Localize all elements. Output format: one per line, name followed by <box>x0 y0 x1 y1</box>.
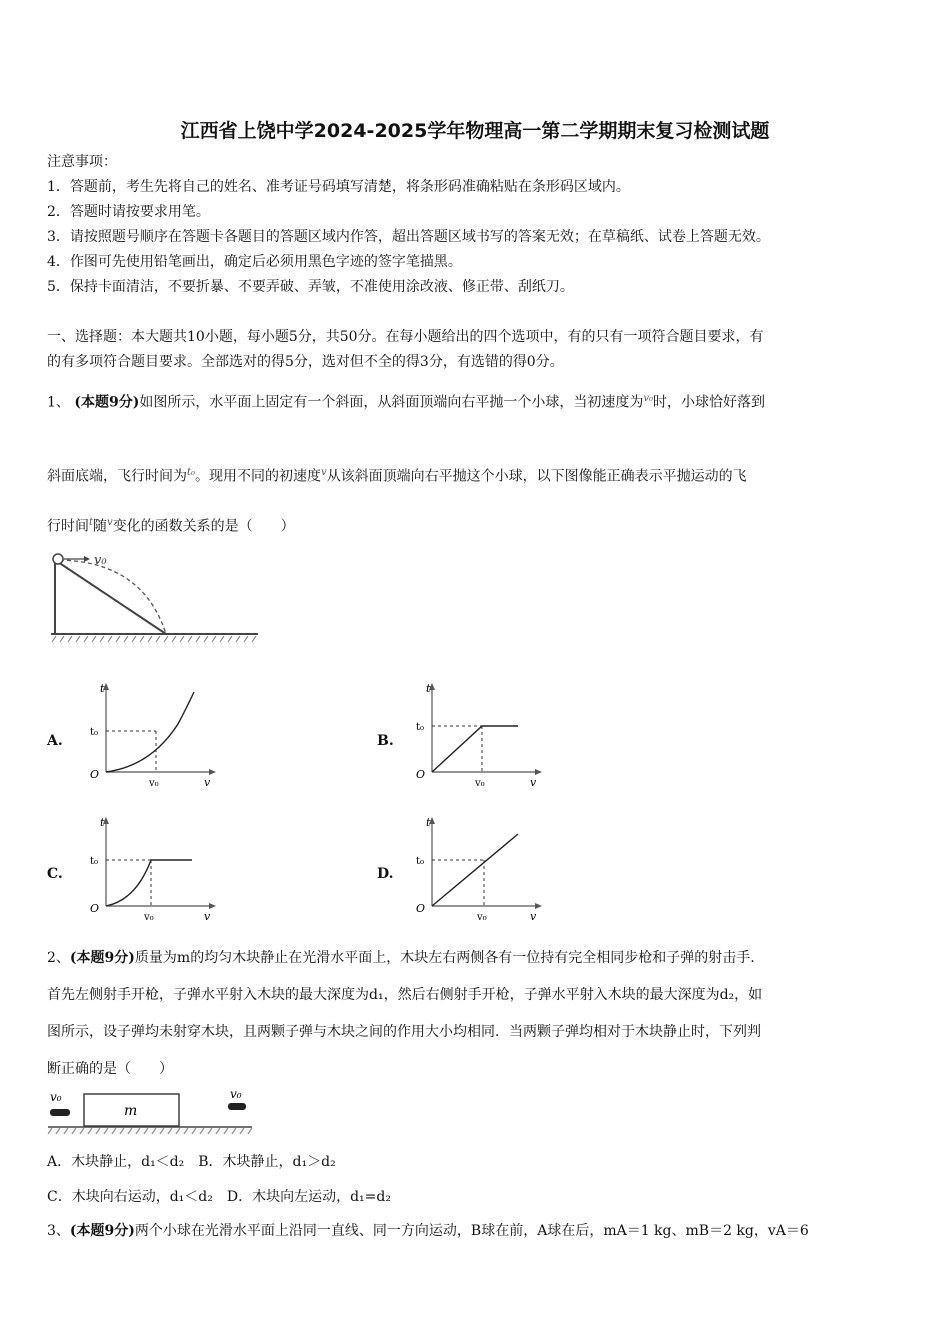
q1-text: 从该斜面顶端向右平抛这个小球，以下图像能正确表示平抛运动的飞 <box>326 468 747 485</box>
q3-line1 <box>47 1222 809 1240</box>
t0-label: t₀ <box>90 856 99 867</box>
option-d-graph <box>412 810 547 925</box>
t0-label: t₀ <box>416 722 425 733</box>
q1-line2 <box>47 464 747 486</box>
axis-v-label: v <box>204 910 211 923</box>
q2-line2: 首先左侧射手开枪，子弹水平射入木块的最大深度为d₁，然后右侧射手开枪，子弹水平射入木块的最大深度为d₂，如 <box>47 987 763 1003</box>
left-bullet-label: v₀ <box>50 1090 62 1104</box>
q1-text: 时，小球恰好落到 <box>653 394 766 411</box>
q2-score-tag: (本题9分) <box>69 950 135 966</box>
axis-t-label: t <box>100 682 105 695</box>
q1-line1 <box>47 390 765 412</box>
option-b-label: B. <box>377 733 394 749</box>
q1-text: 。现用不同的初速度 <box>195 468 322 485</box>
v0-label: v₀ <box>477 912 487 923</box>
origin-label: O <box>416 768 426 781</box>
q1-symbol-t0: t₀ <box>187 467 196 478</box>
q1-score-tag: (本题9分) <box>74 394 140 411</box>
option-c-label: C. <box>47 866 63 882</box>
axis-t-label: t <box>426 816 431 829</box>
q2-line1 <box>47 949 755 967</box>
section-heading-cont: 的有多项符合题目要求。全部选对的得5分，选对但不全的得3分，有选错的得0分。 <box>47 354 564 370</box>
note-item: 1．答题前，考生先将自己的姓名、准考证号码填写清楚，将条形码准确粘贴在条形码区域内。 <box>47 179 630 195</box>
q1-text: 如图所示，水平面上固定有一个斜面，从斜面顶端向右平抛一个小球，当初速度为 <box>139 394 644 411</box>
notes-heading: 注意事项： <box>47 154 117 170</box>
axis-v-label: v <box>530 776 537 789</box>
left-bullet <box>50 1109 70 1116</box>
page-title: 江西省上饶中学2024-2025学年物理高一第二学期期末复习检测试题 <box>180 120 770 142</box>
block-mass-label: m <box>124 1103 138 1119</box>
right-bullet <box>228 1103 246 1110</box>
q1-text: 行时间 <box>47 518 89 535</box>
note-item: 5．保持卡面清洁，不要折暴、不要弄破、弄皱，不准使用涂改液、修正带、刮纸刀。 <box>47 279 574 295</box>
option-a-graph <box>86 676 221 791</box>
v0-label: v₀ <box>475 778 485 789</box>
t0-label: t₀ <box>90 727 99 738</box>
option-b-graph <box>412 676 547 791</box>
note-item: 3．请按照题号顺序在答题卡各题目的答题区域内作答，超出答题区域书写的答案无效；在草稿纸、试卷上答题无效。 <box>47 229 770 245</box>
option-a-label: A. <box>47 733 63 749</box>
option-c-graph <box>86 810 221 925</box>
v0-label: v₀ <box>144 912 154 923</box>
q1-text: 随 <box>93 518 108 535</box>
axis-v-label: v <box>530 910 537 923</box>
note-item: 4．作图可先使用铅笔画出，确定后必须用黑色字迹的签字笔描黑。 <box>47 254 462 270</box>
q2-text: 质量为m的均匀木块静止在光滑水平面上，木块左右两侧各有一位持有完全相同步枪和子弹的射击手. <box>134 950 755 966</box>
t0-label: t₀ <box>416 856 425 867</box>
q2-options-line1: A．木块静止，d₁＜d₂ B．木块静止，d₁＞d₂ <box>47 1154 336 1170</box>
q1-symbol-v0: v₀ <box>643 393 654 404</box>
axis-t-label: t <box>426 682 431 695</box>
option-d-label: D. <box>377 866 394 882</box>
q2-block-figure <box>46 1086 256 1136</box>
section-heading: 一、选择题：本大题共10小题，每小题5分，共50分。在每小题给出的四个选项中，有的只有一项符合题目要求，有 <box>47 329 764 345</box>
q1-text: 变化的函数关系的是（ ） <box>112 518 295 535</box>
q1-fig-label: v₀ <box>94 553 107 568</box>
q1-text: 斜面底端，飞行时间为 <box>47 468 187 485</box>
origin-label: O <box>90 768 100 781</box>
q3-text: 两个小球在光滑水平面上沿同一直线、同一方向运动，B球在前，A球在后，mA＝1 kg、mB＝2 kg，vA＝6 <box>134 1223 809 1239</box>
origin-label: O <box>90 902 100 915</box>
axis-t-label: t <box>100 816 105 829</box>
q1-symbol-t: t <box>89 517 94 528</box>
q2-line3: 图所示，设子弹均未射穿木块，且两颗子弹与木块之间的作用大小均相同．当两颗子弹均相对于木块静止时，下列判 <box>47 1024 761 1040</box>
q1-incline-figure <box>48 548 263 644</box>
q1-symbol-v: v <box>321 467 327 478</box>
q3-score-tag: (本题9分) <box>69 1223 135 1239</box>
q1-number: 1、 <box>47 394 70 411</box>
q1-line3 <box>47 514 295 536</box>
q3-number: 3、 <box>47 1223 70 1239</box>
axis-v-label: v <box>204 776 211 789</box>
origin-label: O <box>416 902 426 915</box>
v0-label: v₀ <box>149 778 159 789</box>
q2-options-line2: C．木块向右运动，d₁＜d₂ D．木块向左运动，d₁=d₂ <box>47 1189 391 1205</box>
note-item: 2．答题时请按要求用笔。 <box>47 204 210 220</box>
q2-number: 2、 <box>47 950 70 966</box>
q2-line4: 断正确的是（ ） <box>47 1061 173 1077</box>
q1-symbol-v: v <box>107 517 113 528</box>
right-bullet-label: v₀ <box>230 1087 242 1101</box>
